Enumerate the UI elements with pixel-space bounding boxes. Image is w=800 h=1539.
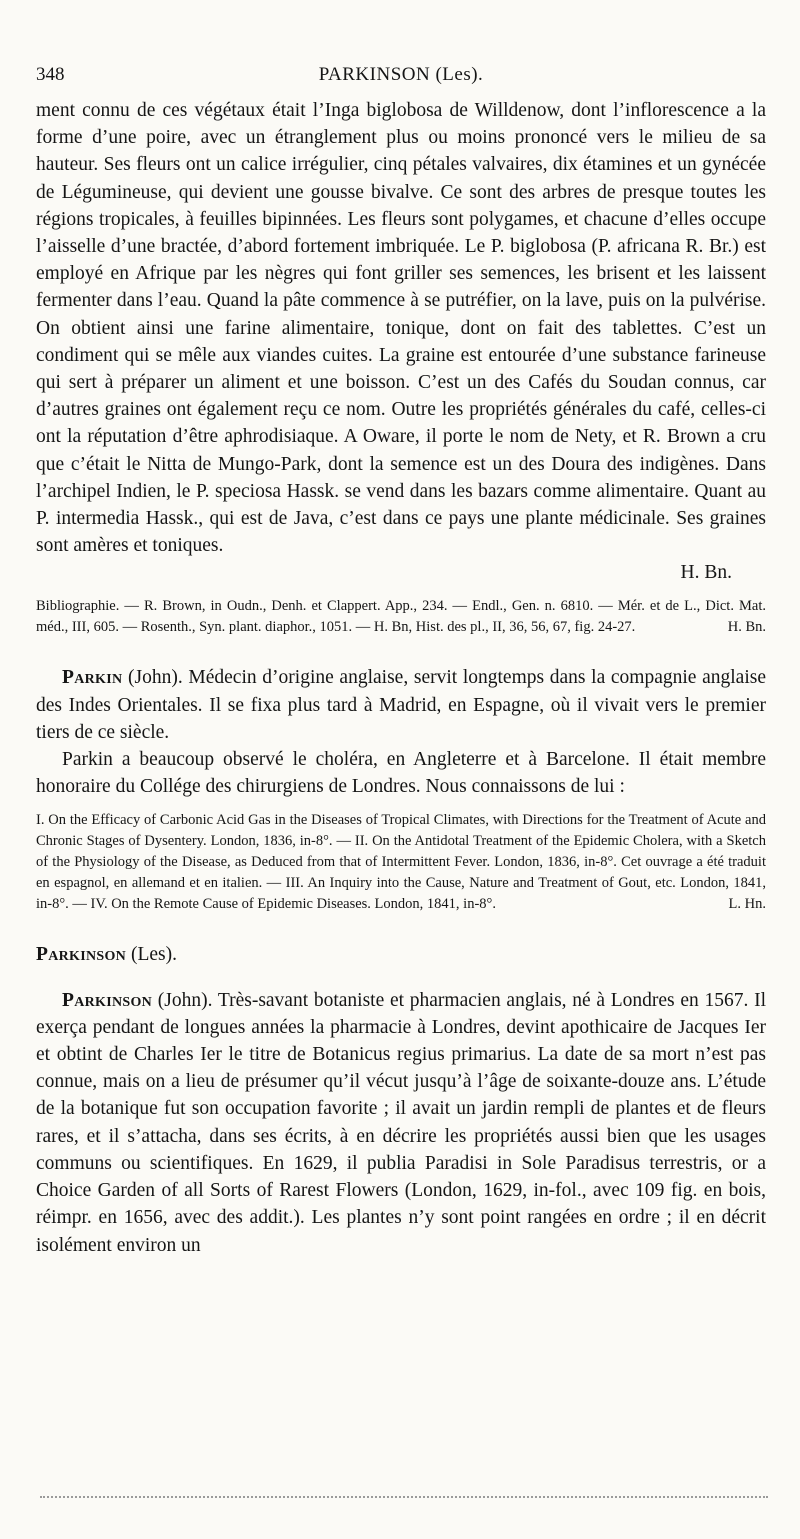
entry-parkin-text: (John). Médecin d’origine anglaise, servit longtemps dans la compagnie anglaise des Indes Orientales. Il se fixa plus tard à Madrid, en Espagne, où il vivait vers le premier tiers de ce siècle. [36, 667, 766, 743]
author-signature: H. Bn. [680, 562, 732, 584]
page-number: 348 [36, 64, 65, 85]
running-header [36, 64, 766, 92]
page-body [36, 97, 766, 1259]
running-title: PARKINSON (Les). [318, 64, 484, 85]
section-heading-parkinson [36, 941, 766, 968]
entry-heading-parkinson: Parkinson [62, 989, 153, 1011]
section-heading-bold: Parkinson [36, 944, 127, 966]
section-heading-rest: (Les). [126, 944, 177, 966]
dotted-footer-rule [40, 1496, 768, 1498]
bibliography-signature: H. Bn. [727, 619, 766, 636]
parkin-works-list [36, 810, 766, 915]
entry-parkinson-text: (John). Très-savant botaniste et pharmacien anglais, né à Londres en 1567. Il exerça pendant de longues années la pharmacie à Londres, devint apothicaire de Jacques Ier et obtint de Charles Ier le titre de Botanicus regius primarius. La date de sa mort n’est pas connue, mais on a lieu de présumer qu’il vécut jusqu’à l’âge de soixante-douze ans. L’étude de la botanique fut son occupation favorite ; il avait un jardin rempli de plantes et de fleurs rares, et il s’attacha, dans ses écrits, à en décrire les propriétés aussi bien que les usages communs ou scientifiques. En 1629, il publia Paradisi in Sole Paradisus terrestris, or a Choice Garden of all Sorts of Rarest Flowers (London, 1629, in-fol., avec 109 fig. en bois, réimpr. en 1656, avec des addit.). Les plantes n’y sont point rangées en ordre ; il en décrit isolément environ un [36, 989, 766, 1256]
entry-parkinson-john [36, 987, 766, 1259]
paragraph-parkin-cholera: Parkin a beaucoup observé le choléra, en Angleterre et à Barcelone. Il était membre honoraire du Collége des chirurgiens de Londres. Nous connaissons de lui : [36, 749, 766, 798]
entry-heading-parkin: Parkin [62, 667, 123, 689]
bibliography-text: Bibliographie. — R. Brown, in Oudn., Denh. et Clappert. App., 234. — Endl., Gen. n. 6810. — Mér. et de L., Dict. Mat. méd., III, 605. — Rosenth., Syn. plant. diaphor., 1051. — H. Bn, Hist. des pl., II, 36, 56, 67, fig. 24-27. [36, 598, 766, 636]
entry-parkin [36, 664, 766, 746]
works-text: I. On the Efficacy of Carbonic Acid Gas in the Diseases of Tropical Climates, with Directions for the Treatment of Acute and Chronic Stages of Dysentery. London, 1836, in-8°. — II. On the Antidotal Treatment of the Epidemic Cholera, with a Sketch of the Physiology of the Disease, as Deduced from that of Intermittent Fever. London, 1836, in-8°. Cet ouvrage a été traduit en espagnol, en allemand et en italien. — III. An Inquiry into the Cause, Nature and Treatment of Gout, etc. London, 1841, in-8°. — IV. On the Remote Cause of Epidemic Diseases. London, 1841, in-8°. [36, 812, 766, 913]
paragraph-parkia-description: ment connu de ces végétaux était l’Inga biglobosa de Willdenow, dont l’inflorescence a la forme d’une poire, avec un étranglement plus ou moins prononcé vers le milieu de sa hauteur. Ses fleurs ont un calice irrégulier, cinq pétales valvaires, dix étamines et un gynécée de Légumineuse, qui devient une gousse bivalve. Ce sont des arbres de presque toutes les régions tropicales, à feuilles bipinnées. Les fleurs sont polygames, et chacune d’elles occupe l’aisselle d’une bractée, d’abord fortement imbriquée. Le P. biglobosa (P. africana R. Br.) est employé en Afrique par les nègres qui font griller ses semences, les brisent et les laissent fermenter dans l’eau. Quand la pâte commence à se putréfier, on la lave, puis on la pulvérise. On obtient ainsi une farine alimentaire, tonique, dont on fait des tablettes. C’est un condiment qui se mêle aux viandes cuites. La graine est entourée d’une substance farineuse qui sert à préparer un aliment et une boisson. C’est un des Cafés du Soudan connus, car d’autres graines ont également reçu ce nom. Outre les propriétés générales du café, celles-ci ont la réputation d’être aphrodisiaque. A Oware, il porte le nom de Nety, et R. Brown a cru que c’était le Nitta de Mungo-Park, dont la semence est un des Doura des indigènes. Dans l’archipel Indien, le P. speciosa Hassk. se vend dans les bazars comme alimentaire. Quant au P. intermedia Hassk., qui est de Java, c’est dans ce pays une plante médicinale. Ses graines sont amères et toniques. [36, 100, 766, 557]
bibliography-paragraph [36, 596, 766, 638]
works-signature: L. Hn. [728, 896, 766, 913]
